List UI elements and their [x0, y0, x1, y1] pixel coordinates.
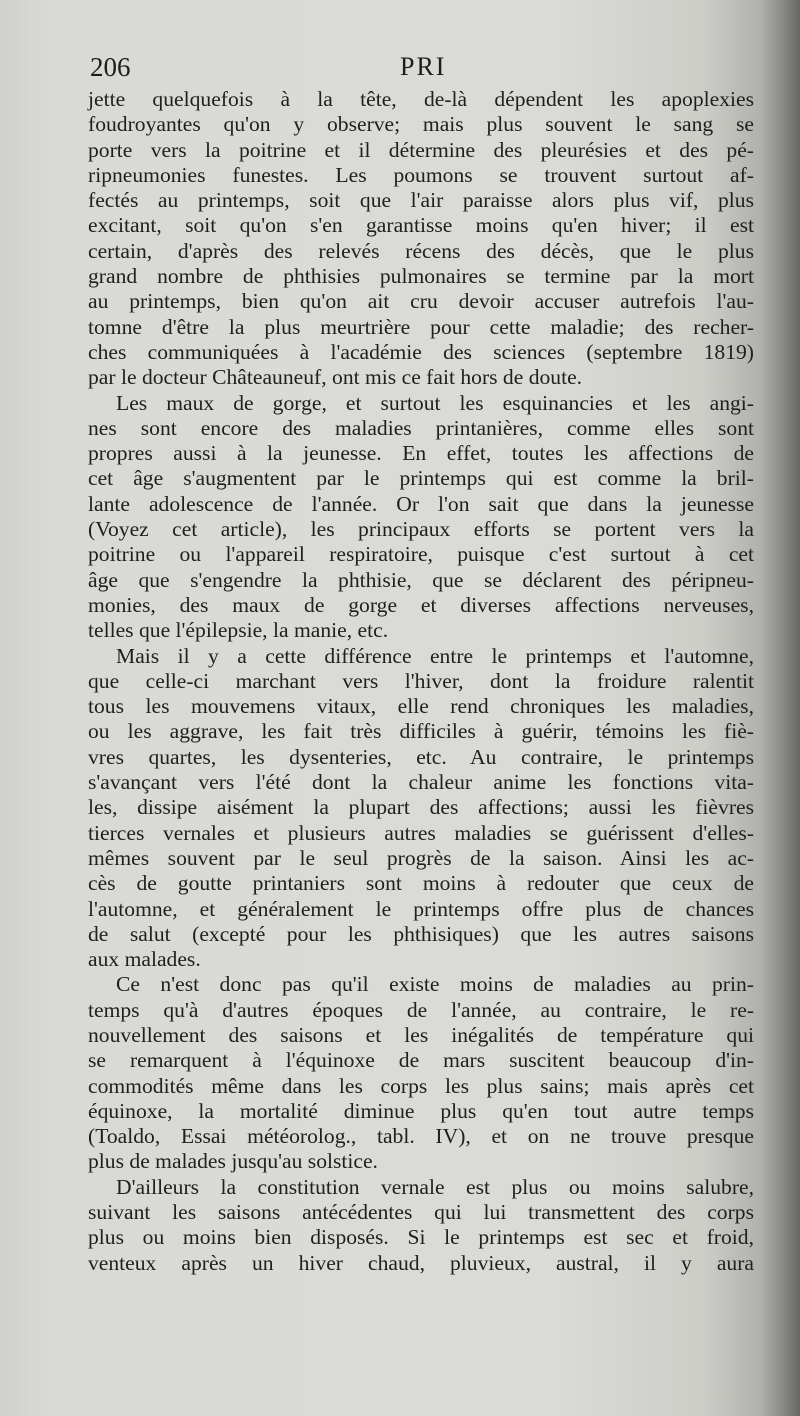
paragraph	[88, 972, 754, 1174]
paragraph	[88, 391, 754, 644]
text-line: grand nombre de phthisies pulmonaires se termine par la mort	[88, 264, 754, 289]
text-line: commodités même dans les corps les plus sains; mais après cet	[88, 1073, 754, 1098]
text-line: lante adolescence de l'année. Or l'on sait que dans la jeunesse	[88, 491, 754, 516]
text-line: aux malades.	[88, 947, 201, 972]
text-line: ches communiquées à l'académie des sciences (septembre 1819)	[88, 339, 754, 364]
text-line: ou les aggrave, les fait très difficiles à guérir, témoins les fiè-	[88, 719, 754, 744]
text-line: Mais il y a cette différence entre le printemps et l'automne,	[116, 643, 754, 668]
text-line: nouvellement des saisons et les inégalités de température qui	[88, 1022, 754, 1047]
running-head: PRI	[400, 52, 447, 81]
text-line: les, dissipe aisément la plupart des affections; aussi les fièvres	[88, 795, 754, 820]
text-line: fectés au printemps, soit que l'air paraisse alors plus vif, plus	[88, 188, 754, 213]
text-line: monies, des maux de gorge et diverses affections nerveuses,	[88, 592, 754, 617]
paragraph	[88, 87, 754, 391]
text-line: D'ailleurs la constitution vernale est plus ou moins salubre,	[116, 1174, 754, 1199]
text-line: cès de goutte printaniers sont moins à redouter que ceux de	[88, 871, 754, 896]
text-line: (Voyez cet article), les principaux efforts se portent vers la	[88, 517, 754, 542]
paragraph	[88, 644, 754, 973]
text-line: l'automne, et généralement le printemps offre plus de chances	[88, 896, 754, 921]
text-line: cet âge s'augmentent par le printemps qui est comme la bril-	[88, 466, 754, 491]
paragraph	[88, 1175, 754, 1276]
text-line: ripneumonies funestes. Les poumons se trouvent surtout af-	[88, 162, 754, 187]
text-line: poitrine ou l'appareil respiratoire, puisque c'est surtout à cet	[88, 542, 754, 567]
text-line: que celle-ci marchant vers l'hiver, dont la froidure ralentit	[88, 668, 754, 693]
text-line: porte vers la poitrine et il détermine des pleurésies et des pé-	[88, 137, 754, 162]
page-gutter-shadow	[760, 0, 800, 1416]
text-line: tomne d'être la plus meurtrière pour cette maladie; des recher-	[88, 314, 754, 339]
text-line: vres quartes, les dysenteries, etc. Au contraire, le printemps	[88, 744, 754, 769]
text-line: suivant les saisons antécédentes qui lui transmettent des corps	[88, 1200, 754, 1225]
text-line: équinoxe, la mortalité diminue plus qu'en tout autre temps	[88, 1098, 754, 1123]
text-line: plus ou moins bien disposés. Si le printemps est sec et froid,	[88, 1225, 754, 1250]
text-line: foudroyantes qu'on y observe; mais plus souvent le sang se	[88, 112, 754, 137]
text-line: excitant, soit qu'on s'en garantisse moins qu'en hiver; il est	[88, 213, 754, 238]
text-line: temps qu'à d'autres époques de l'année, au contraire, le re-	[88, 997, 754, 1022]
text-line: jette quelquefois à la tête, de-là dépendent les apoplexies	[88, 87, 754, 111]
page-header	[90, 52, 750, 86]
text-line: plus de malades jusqu'au solstice.	[88, 1149, 378, 1174]
text-line: se remarquent à l'équinoxe de mars suscitent beaucoup d'in-	[88, 1048, 754, 1073]
text-line: âge que s'engendre la phthisie, que se déclarent des péripneu-	[88, 567, 754, 592]
text-line: s'avançant vers l'été dont la chaleur anime les fonctions vita-	[88, 770, 754, 795]
text-line: propres aussi à la jeunesse. En effet, toutes les affections de	[88, 441, 754, 466]
text-line: telles que l'épilepsie, la manie, etc.	[88, 618, 389, 643]
text-line: certain, d'après des relevés récens des décès, que le plus	[88, 238, 754, 263]
body-text	[88, 87, 754, 1276]
text-line: (Toaldo, Essai météorolog., tabl. IV), et on ne trouve presque	[88, 1124, 754, 1149]
text-line: Les maux de gorge, et surtout les esquinancies et les angi-	[116, 390, 754, 415]
text-line: de salut (excepté pour les phthisiques) que les autres saisons	[88, 921, 754, 946]
text-line: tous les mouvemens vitaux, elle rend chroniques les maladies,	[88, 694, 754, 719]
text-line: par le docteur Châteauneuf, ont mis ce fait hors de doute.	[88, 365, 583, 390]
text-line: au printemps, bien qu'on ait cru devoir accuser autrefois l'au-	[88, 289, 754, 314]
text-line: mêmes souvent par le seul progrès de la saison. Ainsi les ac-	[88, 845, 754, 870]
page-number: 206	[90, 52, 131, 82]
text-line: nes sont encore des maladies printanières, comme elles sont	[88, 415, 754, 440]
text-line: tierces vernales et plusieurs autres maladies se guérissent d'elles-	[88, 820, 754, 845]
text-line: venteux après un hiver chaud, pluvieux, austral, il y aura	[88, 1250, 754, 1275]
text-line: Ce n'est donc pas qu'il existe moins de maladies au prin-	[116, 972, 754, 997]
